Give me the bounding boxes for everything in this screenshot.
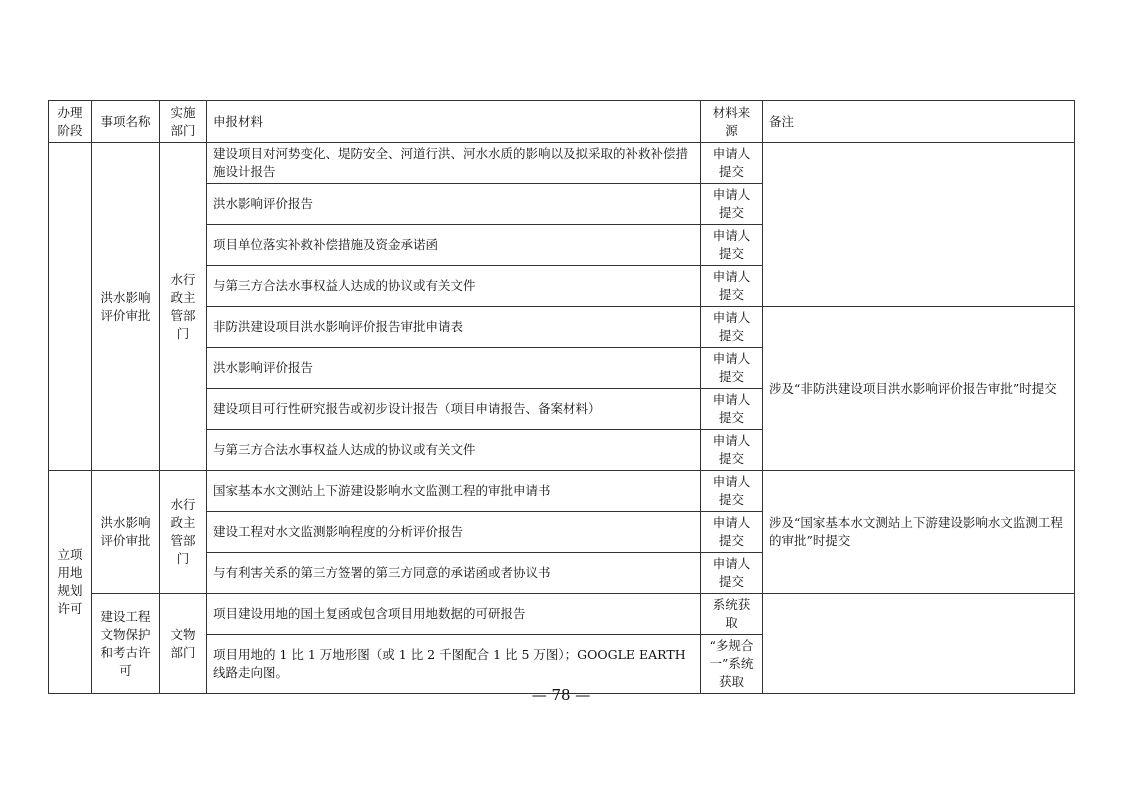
source-cell: 申请人提交	[701, 512, 763, 553]
materials-table	[48, 100, 1075, 694]
source-cell: 申请人提交	[701, 184, 763, 225]
notes-cell: 涉及“非防洪建设项目洪水影响评价报告审批”时提交	[763, 307, 1075, 471]
header-dept: 实施部门	[160, 101, 207, 143]
material-cell: 项目用地的 1 比 1 万地形图（或 1 比 2 千图配合 1 比 5 万图）；GOOGLE EARTH 线路走向图。	[207, 635, 701, 694]
dept-cell: 文物部门	[160, 594, 207, 694]
source-cell: 申请人提交	[701, 430, 763, 471]
material-cell: 非防洪建设项目洪水影响评价报告审批申请表	[207, 307, 701, 348]
notes-cell	[763, 143, 1075, 307]
source-cell: 申请人提交	[701, 389, 763, 430]
header-item-name: 事项名称	[92, 101, 160, 143]
material-cell: 与有利害关系的第三方签署的第三方同意的承诺函或者协议书	[207, 553, 701, 594]
material-cell: 洪水影响评价报告	[207, 348, 701, 389]
stage-cell-empty	[49, 143, 92, 471]
item-name-cell: 洪水影响评价审批	[92, 471, 160, 594]
notes-cell	[763, 594, 1075, 694]
material-cell: 建设工程对水文监测影响程度的分析评价报告	[207, 512, 701, 553]
source-cell: 申请人提交	[701, 553, 763, 594]
item-name-cell: 建设工程文物保护和考古许可	[92, 594, 160, 694]
header-materials: 申报材料	[207, 101, 701, 143]
dept-cell: 水行政主管部门	[160, 143, 207, 471]
material-cell: 项目单位落实补救补偿措施及资金承诺函	[207, 225, 701, 266]
source-cell: 申请人提交	[701, 143, 763, 184]
table-row	[49, 594, 1075, 635]
source-cell: 申请人提交	[701, 307, 763, 348]
source-cell: 申请人提交	[701, 225, 763, 266]
item-name-cell: 洪水影响评价审批	[92, 143, 160, 471]
source-cell: 申请人提交	[701, 348, 763, 389]
dept-cell: 水行政主管部门	[160, 471, 207, 594]
material-cell: 洪水影响评价报告	[207, 184, 701, 225]
notes-cell: 涉及“国家基本水文测站上下游建设影响水文监测工程的审批”时提交	[763, 471, 1075, 594]
header-notes: 备注	[763, 101, 1075, 143]
material-cell: 建设项目可行性研究报告或初步设计报告（项目申请报告、备案材料）	[207, 389, 701, 430]
source-cell: 系统获取	[701, 594, 763, 635]
header-stage: 办理阶段	[49, 101, 92, 143]
source-cell: 申请人提交	[701, 266, 763, 307]
material-cell: 项目建设用地的国土复函或包含项目用地数据的可研报告	[207, 594, 701, 635]
material-cell: 建设项目对河势变化、堤防安全、河道行洪、河水水质的影响以及拟采取的补救补偿措施设计报告	[207, 143, 701, 184]
header-row	[49, 101, 1075, 143]
stage-cell: 立项用地规划许可	[49, 471, 92, 694]
page-number: — 78 —	[531, 686, 591, 704]
table-row	[49, 143, 1075, 184]
source-cell: 申请人提交	[701, 471, 763, 512]
material-cell: 与第三方合法水事权益人达成的协议或有关文件	[207, 266, 701, 307]
table-row	[49, 471, 1075, 512]
header-source: 材料来源	[701, 101, 763, 143]
source-cell: “多规合一”系统获取	[701, 635, 763, 694]
material-cell: 与第三方合法水事权益人达成的协议或有关文件	[207, 430, 701, 471]
material-cell: 国家基本水文测站上下游建设影响水文监测工程的审批申请书	[207, 471, 701, 512]
